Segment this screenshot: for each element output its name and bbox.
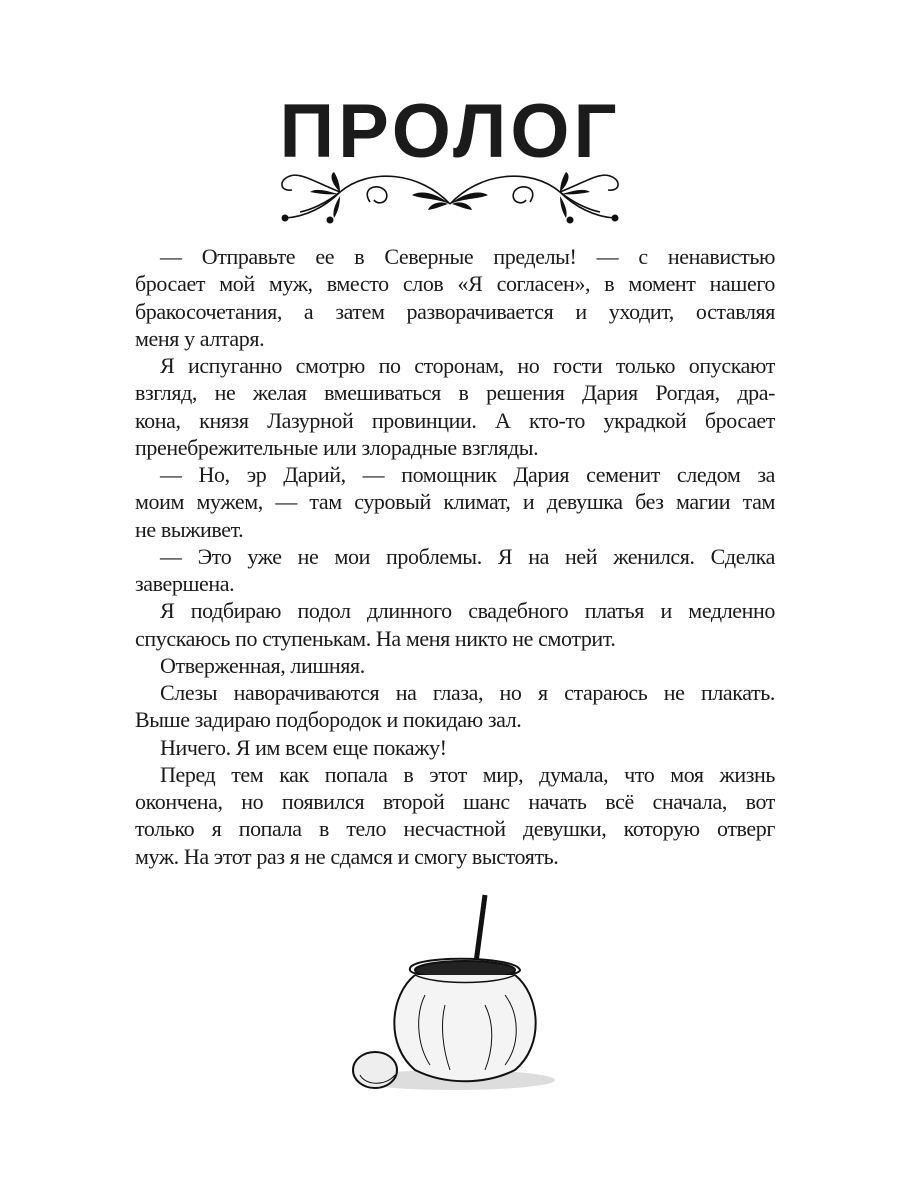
text-line: Я испуганно смотрю по сторонам, но гости только опускают [160, 353, 775, 378]
text-line: пренебрежительные или злорадные взгляды. [135, 434, 539, 460]
text-line: Отверженная, лишняя. [160, 652, 365, 678]
text-line: меня у алтаря. [135, 325, 265, 351]
text-line: взгляд, не желая вмешиваться в решения Дария Рогдая, дра- [135, 380, 775, 406]
text-line: окончена, но появился второй шанс начать всё сначала, вот [135, 789, 775, 814]
text-line: моим мужем, — там суровый климат, и девушка без магии там [135, 489, 775, 515]
ornament-divider-icon [270, 162, 630, 228]
text-line: — Это уже не мои проблемы. Я на ней женился. Сделка [160, 543, 775, 569]
clay-pot-illustration-icon [335, 875, 565, 1105]
text-line: Слезы наворачиваются на глаза, но я стараюсь не плакать. [160, 680, 775, 705]
body-text [135, 243, 775, 870]
text-line: Ничего. Я им всем еще покажу! [160, 734, 447, 760]
chapter-title: ПРОЛОГ [279, 89, 621, 174]
text-line: кона, князя Лазурной провинции. А кто-то украдкой бросает [135, 407, 775, 433]
text-line: Я подбираю подол длинного свадебного платья и медленно [160, 598, 775, 624]
text-line: бросает мой муж, вместо слов «Я согласен», в момент нашего [135, 271, 775, 297]
text-line: — Отправьте ее в Северные пределы! — с ненавистью [160, 244, 775, 269]
text-line: завершена. [135, 571, 235, 596]
text-line: Перед тем как попала в этот мир, думала, что моя жизнь [160, 761, 775, 787]
text-line: — Но, эр Дарий, — помощник Дария семенит следом за [160, 462, 775, 487]
text-line: Выше задираю подбородок и покидаю зал. [135, 707, 522, 733]
text-line: не выживет. [135, 516, 244, 542]
text-line: муж. На этот раз я не сдамся и смогу выстоять. [135, 843, 559, 869]
text-line: бракосочетания, а затем разворачивается и уходит, оставляя [135, 298, 775, 324]
text-line: спускаюсь по ступенькам. На меня никто не смотрит. [135, 625, 616, 651]
text-line: только я попала в тело несчастной девушки, которую отверг [135, 816, 775, 842]
